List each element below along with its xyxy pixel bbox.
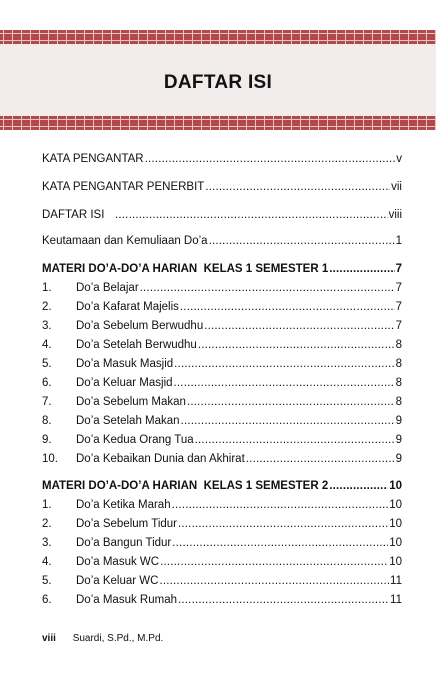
toc-entry-label: KATA PENGANTAR — [42, 153, 144, 165]
toc-item[interactable] — [42, 334, 402, 352]
item-number: 1. — [42, 282, 52, 294]
item-page: 7 — [395, 282, 402, 294]
item-label: Do’a Masuk WC — [76, 556, 160, 568]
section-title: MATERI DO’A-DO’A HARIAN KELAS 1 SEMESTER 2 — [42, 480, 329, 492]
item-page: 7 — [395, 320, 402, 332]
toc-item[interactable] — [42, 532, 402, 550]
toc-item[interactable] — [42, 315, 402, 333]
toc-item[interactable] — [42, 570, 402, 588]
item-label: Do’a Ketika Marah — [76, 499, 171, 511]
dot-leader — [209, 234, 395, 248]
toc-entry[interactable] — [42, 204, 402, 222]
footer-author: Suardi, S.Pd., M.Pd. — [72, 633, 164, 644]
item-number: 2. — [42, 301, 52, 313]
section-page: 7 — [395, 263, 402, 275]
toc-item[interactable] — [42, 410, 402, 428]
dot-leader — [181, 414, 395, 428]
toc-entry-page: 1 — [395, 235, 402, 247]
ornament-border-bottom — [0, 116, 436, 130]
toc-entry-label: KATA PENGANTAR PENERBIT — [42, 181, 205, 193]
item-page: 8 — [395, 396, 402, 408]
dot-leader — [140, 281, 395, 295]
item-page: 9 — [395, 434, 402, 446]
dot-leader — [172, 498, 389, 512]
dot-leader — [205, 180, 390, 194]
item-label: Do’a Sebelum Tidur — [76, 518, 177, 530]
toc-item[interactable] — [42, 448, 402, 466]
toc-item[interactable] — [42, 296, 402, 314]
item-label: Do’a Belajar — [76, 282, 139, 294]
item-label: Do’a Sebelum Makan — [76, 396, 186, 408]
dot-leader — [160, 555, 388, 569]
item-number: 3. — [42, 320, 52, 332]
item-label: Do’a Kafarat Majelis — [76, 301, 179, 313]
item-number: 5. — [42, 575, 52, 587]
item-page: 9 — [395, 415, 402, 427]
ornament-border-top — [0, 30, 436, 44]
dot-leader — [329, 262, 394, 276]
toc-entry-page: viii — [388, 209, 402, 221]
toc-entry-page: vii — [391, 181, 402, 193]
item-number: 10. — [42, 453, 58, 465]
item-number: 1. — [42, 499, 52, 511]
item-label: Do’a Keluar WC — [76, 575, 159, 587]
item-page: 8 — [395, 339, 402, 351]
item-page: 10 — [389, 556, 402, 568]
dot-leader — [195, 433, 395, 447]
dot-leader — [246, 452, 395, 466]
item-page: 9 — [395, 453, 402, 465]
toc-item[interactable] — [42, 513, 402, 531]
toc-entry-label: Keutamaan dan Kemuliaan Do’a — [42, 235, 208, 247]
toc-item[interactable] — [42, 353, 402, 371]
item-number: 4. — [42, 556, 52, 568]
toc-item[interactable] — [42, 391, 402, 409]
item-page: 7 — [395, 301, 402, 313]
section-title: MATERI DO’A-DO’A HARIAN KELAS 1 SEMESTER 1 — [42, 263, 329, 275]
item-page: 10 — [389, 518, 402, 530]
item-number: 3. — [42, 537, 52, 549]
item-label: Do’a Masuk Rumah — [76, 594, 177, 606]
item-label: Do’a Setelah Makan — [76, 415, 180, 427]
section-page: 10 — [389, 480, 402, 492]
dot-leader — [159, 574, 389, 588]
toc-entry[interactable] — [42, 148, 402, 166]
section-heading-semester-1[interactable] — [42, 258, 402, 276]
section-heading-semester-2[interactable] — [42, 475, 402, 493]
item-label: Do’a Kebaikan Dunia dan Akhirat — [76, 453, 245, 465]
dot-leader — [180, 300, 395, 314]
toc-item[interactable] — [42, 372, 402, 390]
item-number: 8. — [42, 415, 52, 427]
item-number: 7. — [42, 396, 52, 408]
toc-item[interactable] — [42, 589, 402, 607]
dot-leader — [115, 208, 388, 222]
item-number: 9. — [42, 434, 52, 446]
dot-leader — [178, 517, 388, 531]
toc-item[interactable] — [42, 494, 402, 512]
item-label: Do’a Sebelum Berwudhu — [76, 320, 204, 332]
item-page: 11 — [390, 594, 402, 606]
page-footer — [42, 633, 163, 644]
item-page: 10 — [389, 537, 402, 549]
item-label: Do’a Bangun Tidur — [76, 537, 172, 549]
dot-leader — [174, 376, 395, 390]
dot-leader — [187, 395, 395, 409]
dot-leader — [329, 479, 388, 493]
item-number: 2. — [42, 518, 52, 530]
dot-leader — [145, 152, 396, 166]
item-label: Do’a Setelah Berwudhu — [76, 339, 197, 351]
toc-entry-label: DAFTAR ISI — [42, 209, 114, 221]
item-label: Do’a Masuk Masjid — [76, 358, 174, 370]
item-number: 6. — [42, 377, 52, 389]
toc-entry-page: v — [396, 153, 402, 165]
toc-item[interactable] — [42, 277, 402, 295]
item-page: 11 — [390, 575, 402, 587]
dot-leader — [178, 593, 389, 607]
item-label: Do’a Kedua Orang Tua — [76, 434, 194, 446]
toc-item[interactable] — [42, 429, 402, 447]
item-page: 10 — [389, 499, 402, 511]
item-label: Do’a Keluar Masjid — [76, 377, 173, 389]
toc-entry[interactable] — [42, 230, 402, 248]
item-number: 4. — [42, 339, 52, 351]
page-title: DAFTAR ISI — [163, 72, 273, 93]
item-number: 6. — [42, 594, 52, 606]
toc-entry[interactable] — [42, 176, 402, 194]
dot-leader — [172, 536, 388, 550]
item-page: 8 — [395, 358, 402, 370]
toc-item[interactable] — [42, 551, 402, 569]
item-number: 5. — [42, 358, 52, 370]
item-page: 8 — [395, 377, 402, 389]
dot-leader — [204, 319, 394, 333]
dot-leader — [174, 357, 394, 371]
dot-leader — [198, 338, 395, 352]
footer-page-number: viii — [42, 633, 56, 644]
